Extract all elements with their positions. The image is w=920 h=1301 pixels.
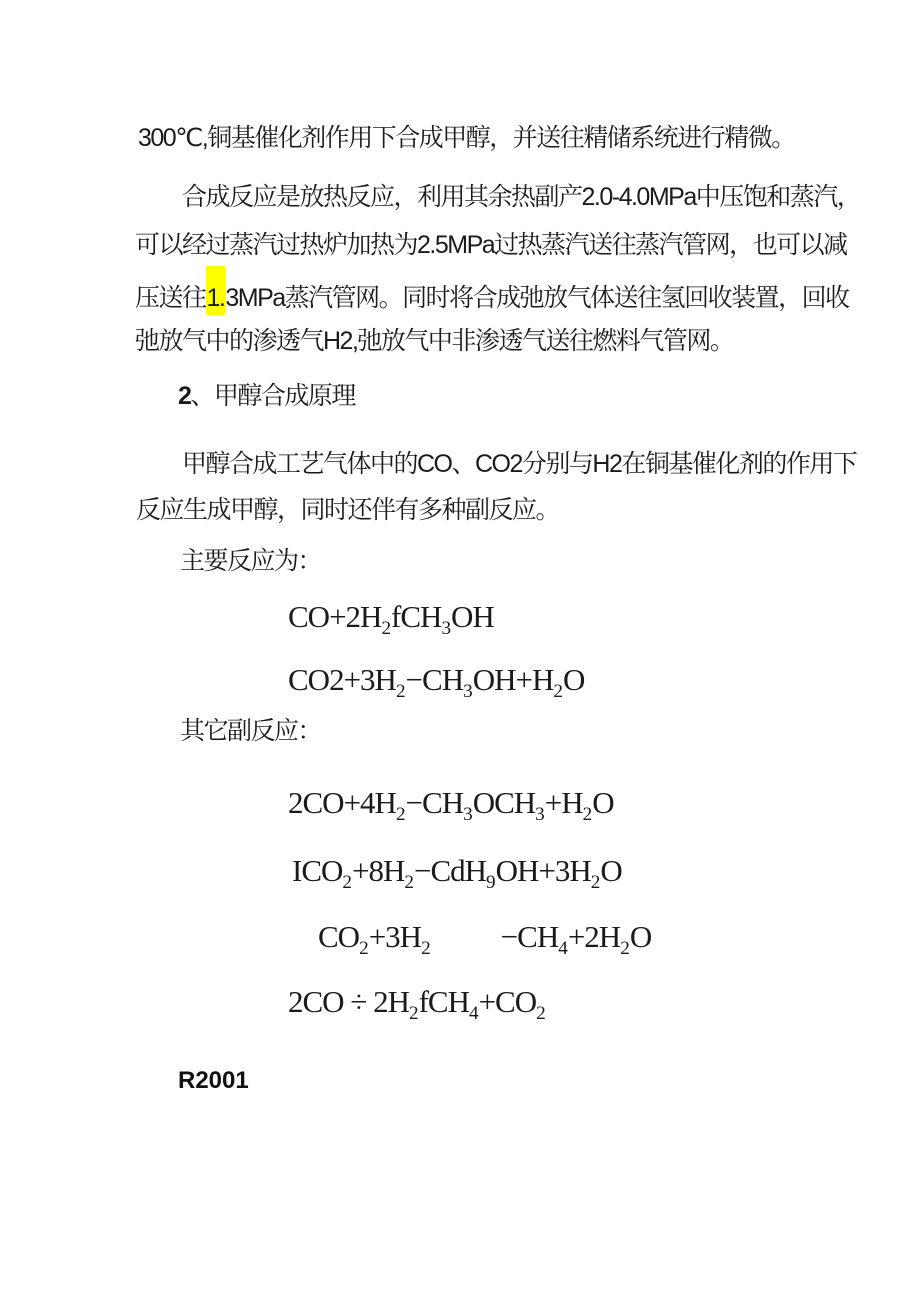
equation-term: O	[592, 785, 614, 820]
equation-side-4	[288, 984, 546, 1025]
equation-term: O	[562, 662, 585, 697]
equation-term: −CdH	[413, 853, 487, 888]
paragraph-line: 反应生成甲醇，同时还伴有多种副反应。	[136, 496, 560, 524]
equation-subscript: 2	[395, 681, 406, 703]
equation-term: −CH	[500, 919, 559, 954]
equation-term: OCH	[472, 785, 536, 820]
equation-subscript: 2	[408, 1003, 419, 1025]
equation-term: ICO	[292, 853, 343, 888]
section-heading	[178, 382, 355, 411]
equation-subscript: 2	[553, 681, 563, 703]
equation-term: O	[629, 919, 652, 954]
equation-term: +8H	[352, 853, 405, 888]
equation-term: OH+H	[472, 662, 554, 697]
equation-subscript: 3	[441, 618, 452, 640]
equation-subscript: 2	[590, 872, 601, 894]
highlighted-text: 1.	[206, 266, 226, 315]
equation-side-3	[318, 919, 652, 960]
equation-subscript: 2	[395, 804, 406, 826]
equation-subscript: 2	[359, 938, 369, 960]
paragraph-line: 300℃,铜基催化剂作用下合成甲醇，并送往精储系统进行精微。	[138, 124, 795, 152]
equation-term: −CH	[405, 662, 464, 697]
equation-term: +CO	[478, 984, 537, 1019]
paragraph-line: 弛放气中的渗透气H2,弛放气中非渗透气送往燃料气管网。	[135, 327, 734, 355]
equation-term: OH	[451, 599, 494, 634]
paragraph-line: 甲醇合成工艺气体中的CO、CO2分别与H2在铜基催化剂的作用下	[182, 450, 857, 478]
main-reactions-label: 主要反应为：	[180, 547, 322, 575]
equation-term: O	[600, 853, 622, 888]
equation-subscript: 9	[486, 872, 496, 894]
equation-subscript: 4	[558, 938, 568, 960]
equation-term: fCH	[418, 984, 469, 1019]
equation-term: +3H	[368, 919, 422, 954]
equation-term: −CH	[405, 785, 464, 820]
equation-subscript: 3	[463, 804, 473, 826]
equation-term: 2CO ÷ 2H	[288, 984, 409, 1019]
heading-title: 甲醇合成原理	[213, 382, 355, 410]
paragraph-line: 合成反应是放热反应，利用其余热副产2.0-4.0MPa中压饱和蒸汽，	[182, 183, 861, 211]
equation-subscript: 3	[463, 681, 473, 703]
equation-subscript: 2	[620, 938, 630, 960]
equation-side-1	[288, 785, 614, 826]
equation-subscript: 2	[342, 872, 352, 894]
equation-term: OH+3H	[495, 853, 591, 888]
equation-term: +2H	[567, 919, 621, 954]
footer-tag: R2001	[178, 1067, 249, 1094]
equation-subscript: 2	[421, 938, 431, 960]
equation-term: CO	[318, 919, 360, 954]
equation-term: 2CO+4H	[288, 785, 396, 820]
equation-term: fCH	[391, 599, 442, 634]
text-run: 3MPa蒸汽管网。同时将合成弛放气体送往氢回收装置，回收	[225, 284, 849, 312]
equation-subscript: 2	[536, 1003, 546, 1025]
equation-subscript: 4	[468, 1003, 479, 1025]
text-run: 压送往	[135, 284, 206, 312]
equation-main-2	[288, 662, 585, 703]
equation-subscript: 2	[404, 872, 414, 894]
heading-separator: 、	[190, 382, 214, 410]
equation-term: CO2+3H	[288, 662, 396, 697]
equation-side-2	[292, 853, 622, 894]
side-reactions-label: 其它副反应：	[180, 717, 322, 745]
equation-subscript: 3	[535, 804, 545, 826]
paragraph-line	[135, 284, 849, 313]
heading-number: 2	[178, 382, 191, 410]
equation-subscript: 2	[381, 618, 392, 640]
equation-subscript: 2	[582, 804, 593, 826]
paragraph-line: 可以经过蒸汽过热炉加热为2.5MPa过热蒸汽送往蒸汽管网，也可以减	[135, 231, 847, 259]
equation-term: CO+2H	[288, 599, 382, 634]
equation-main-1	[288, 599, 494, 640]
equation-term: +H	[544, 785, 583, 820]
